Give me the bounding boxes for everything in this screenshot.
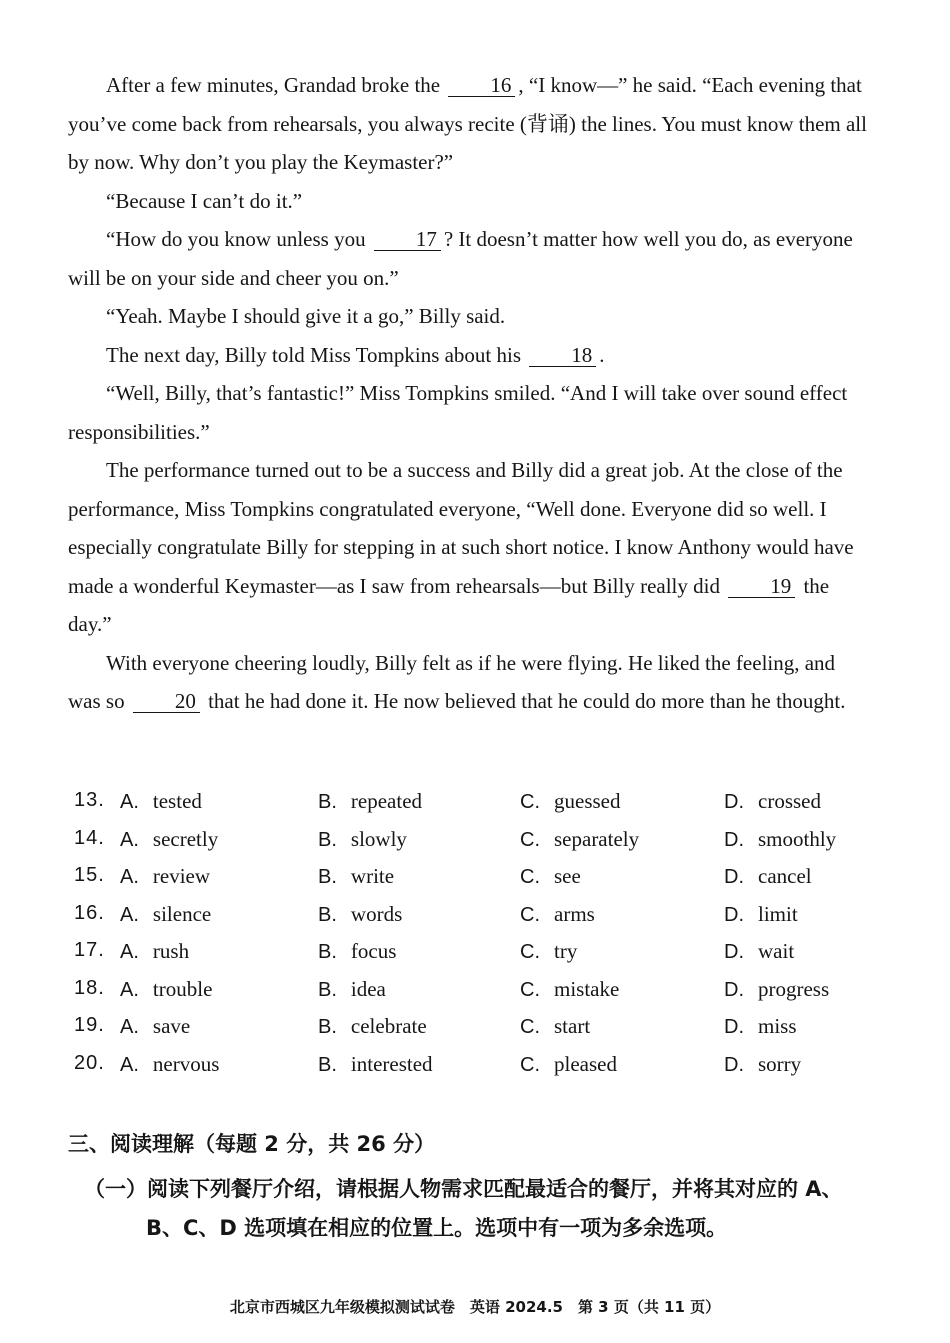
option-text: guessed: [554, 789, 621, 813]
option-text: save: [152, 1014, 191, 1038]
text: The performance turned out to be a success and Billy did a great job. At the close of the performance, Miss Tompkins congratulated everyone, “Well done. Everyone did so well. I especially congratulate Billy for stepping in at such short notice. I know Anthony would have made a wonderful Keymaster—as I saw from rehearsals—but Billy really did: [68, 458, 854, 598]
option-text: secretly: [152, 826, 219, 851]
option-text: repeated: [350, 789, 423, 813]
passage: [68, 66, 868, 721]
option-letter: C.: [520, 978, 540, 1001]
option-text: silence: [152, 901, 212, 926]
option-text: trouble: [152, 976, 213, 1001]
option-text: wait: [758, 939, 795, 963]
section-instruction-continued: B、C、D 选项填在相应的位置上。选项中有一项为多余选项。: [146, 1216, 728, 1240]
option-letter: C.: [520, 828, 540, 851]
option-b: [318, 789, 422, 814]
option-text: try: [554, 939, 578, 963]
option-d: [724, 1052, 801, 1077]
option-letter: B.: [318, 1016, 337, 1038]
option-c: [520, 902, 595, 927]
option-letter: B.: [318, 941, 337, 963]
option-d: [724, 827, 836, 852]
option-c: [520, 1052, 617, 1077]
blank-16: 16: [448, 74, 515, 97]
option-b: [318, 1014, 427, 1039]
option-a: [120, 902, 211, 927]
text: the day.”: [68, 573, 830, 636]
reading-section: [68, 1128, 888, 1248]
option-letter: D.: [724, 828, 744, 851]
option-letter: A.: [120, 866, 139, 888]
option-c: [520, 939, 577, 964]
option-a: [120, 1014, 190, 1039]
option-b: [318, 827, 407, 852]
paragraph-8: [68, 644, 868, 721]
blank-18: 18: [529, 344, 596, 367]
question-number: 14.: [74, 826, 105, 849]
paragraph-6: “Well, Billy, that’s fantastic!” Miss Tompkins smiled. “And I will take over sound effect responsibilities.”: [68, 381, 848, 444]
option-c: [520, 864, 581, 889]
option-text: words: [350, 901, 403, 926]
option-letter: A.: [120, 828, 139, 851]
option-letter: A.: [120, 941, 139, 963]
option-letter: C.: [520, 903, 540, 926]
option-text: interested: [350, 1051, 433, 1076]
text: The next day, Billy told Miss Tompkins about his: [106, 342, 522, 367]
option-d: [724, 977, 829, 1002]
option-text: celebrate: [350, 1014, 427, 1038]
question-number: 20.: [74, 1051, 105, 1074]
option-d: [724, 789, 821, 814]
option-d: [724, 902, 798, 927]
page-footer: 北京市西城区九年级模拟测试试卷 英语 2024.5 第 3 页（共 11 页）: [229, 1298, 721, 1316]
option-a: [120, 1052, 219, 1077]
paragraph-4: “Yeah. Maybe I should give it a go,” Billy said.: [106, 304, 506, 328]
option-a: [120, 789, 202, 814]
paragraph-2: “Because I can’t do it.”: [106, 188, 303, 213]
option-letter: C.: [520, 791, 540, 813]
option-text: rush: [152, 939, 190, 963]
option-letter: B.: [318, 1053, 337, 1076]
option-a: [120, 864, 210, 889]
option-d: [724, 1014, 797, 1039]
option-text: crossed: [758, 789, 821, 813]
option-text: slowly: [350, 826, 407, 851]
option-text: sorry: [758, 1051, 802, 1076]
option-text: idea: [350, 976, 386, 1001]
answer-options: [74, 789, 894, 1089]
question-13: [74, 789, 894, 827]
question-20: [74, 1052, 894, 1090]
option-text: cancel: [758, 864, 812, 888]
question-number: 13.: [74, 789, 105, 811]
option-d: [724, 864, 812, 889]
option-d: [724, 939, 794, 964]
option-a: [120, 827, 218, 852]
option-letter: D.: [724, 791, 744, 813]
option-letter: B.: [318, 978, 337, 1001]
option-text: nervous: [152, 1051, 220, 1076]
option-letter: A.: [120, 903, 139, 926]
paragraph-7: [68, 451, 868, 644]
option-a: [120, 939, 189, 964]
question-17: [74, 939, 894, 977]
option-text: tested: [152, 789, 202, 813]
option-b: [318, 1052, 433, 1077]
text: , “I know—” he said. “Each evening that you’ve come back from rehearsals, you always recite (背诵) the lines. You must know them all by now. Why don’t you play the Keymaster?”: [68, 73, 867, 174]
paragraph-5: [68, 336, 868, 375]
option-text: see: [554, 864, 581, 888]
option-text: review: [152, 864, 211, 888]
option-letter: A.: [120, 1053, 139, 1076]
question-number: 17.: [74, 939, 105, 961]
option-letter: D.: [724, 941, 744, 963]
question-number: 19.: [74, 1014, 105, 1036]
text: that he had done it. He now believed that he could do more than he thought.: [208, 689, 846, 713]
option-letter: C.: [520, 1053, 540, 1076]
option-text: limit: [758, 901, 798, 926]
text: “How do you know unless you: [106, 227, 366, 251]
option-letter: B.: [318, 828, 337, 851]
question-14: [74, 827, 894, 865]
option-letter: D.: [724, 1053, 744, 1076]
blank-19: 19: [728, 575, 795, 598]
option-text: miss: [758, 1014, 797, 1038]
section-heading: 三、阅读理解（每题 2 分，共 26 分）: [68, 1132, 436, 1156]
option-letter: B.: [318, 903, 337, 926]
option-text: separately: [554, 826, 640, 851]
question-number: 16.: [74, 901, 105, 924]
option-text: focus: [350, 939, 397, 963]
option-letter: A.: [120, 978, 139, 1001]
option-text: arms: [554, 901, 595, 926]
option-c: [520, 789, 621, 814]
option-letter: A.: [120, 1016, 139, 1038]
option-text: mistake: [554, 976, 620, 1001]
option-text: smoothly: [758, 826, 837, 851]
option-letter: B.: [318, 866, 337, 888]
option-b: [318, 939, 396, 964]
option-letter: D.: [724, 978, 744, 1001]
option-text: start: [554, 1014, 591, 1038]
option-c: [520, 1014, 590, 1039]
question-19: [74, 1014, 894, 1052]
option-b: [318, 977, 386, 1002]
option-letter: A.: [120, 791, 139, 813]
blank-17: 17: [374, 228, 441, 251]
option-c: [520, 977, 619, 1002]
text: ? It doesn’t matter how well you do, as everyone will be on your side and cheer you on.”: [68, 227, 853, 290]
text: After a few minutes, Grandad broke the: [106, 73, 441, 97]
paragraph-3: [68, 220, 868, 297]
question-number: 18.: [74, 976, 105, 999]
question-18: [74, 977, 894, 1015]
blank-20: 20: [133, 690, 200, 713]
option-letter: C.: [520, 1016, 540, 1038]
option-a: [120, 977, 212, 1002]
option-text: pleased: [554, 1051, 617, 1076]
option-letter: D.: [724, 866, 744, 888]
option-letter: D.: [724, 903, 744, 926]
option-c: [520, 827, 639, 852]
question-16: [74, 902, 894, 940]
option-text: progress: [758, 976, 830, 1001]
option-letter: B.: [318, 791, 337, 813]
option-letter: C.: [520, 941, 540, 963]
option-letter: C.: [520, 866, 540, 888]
option-b: [318, 902, 402, 927]
text: .: [599, 342, 605, 367]
question-number: 15.: [74, 864, 105, 886]
option-b: [318, 864, 394, 889]
section-instruction: （一）阅读下列餐厅介绍，请根据人物需求匹配最适合的餐厅，并将其对应的 A、: [84, 1177, 843, 1201]
paragraph-1: [68, 66, 868, 182]
option-letter: D.: [724, 1016, 744, 1038]
question-15: [74, 864, 894, 902]
option-text: write: [350, 864, 395, 888]
text: With everyone cheering loudly, Billy felt as if he were flying. He liked the feeling, and was so: [68, 650, 836, 713]
